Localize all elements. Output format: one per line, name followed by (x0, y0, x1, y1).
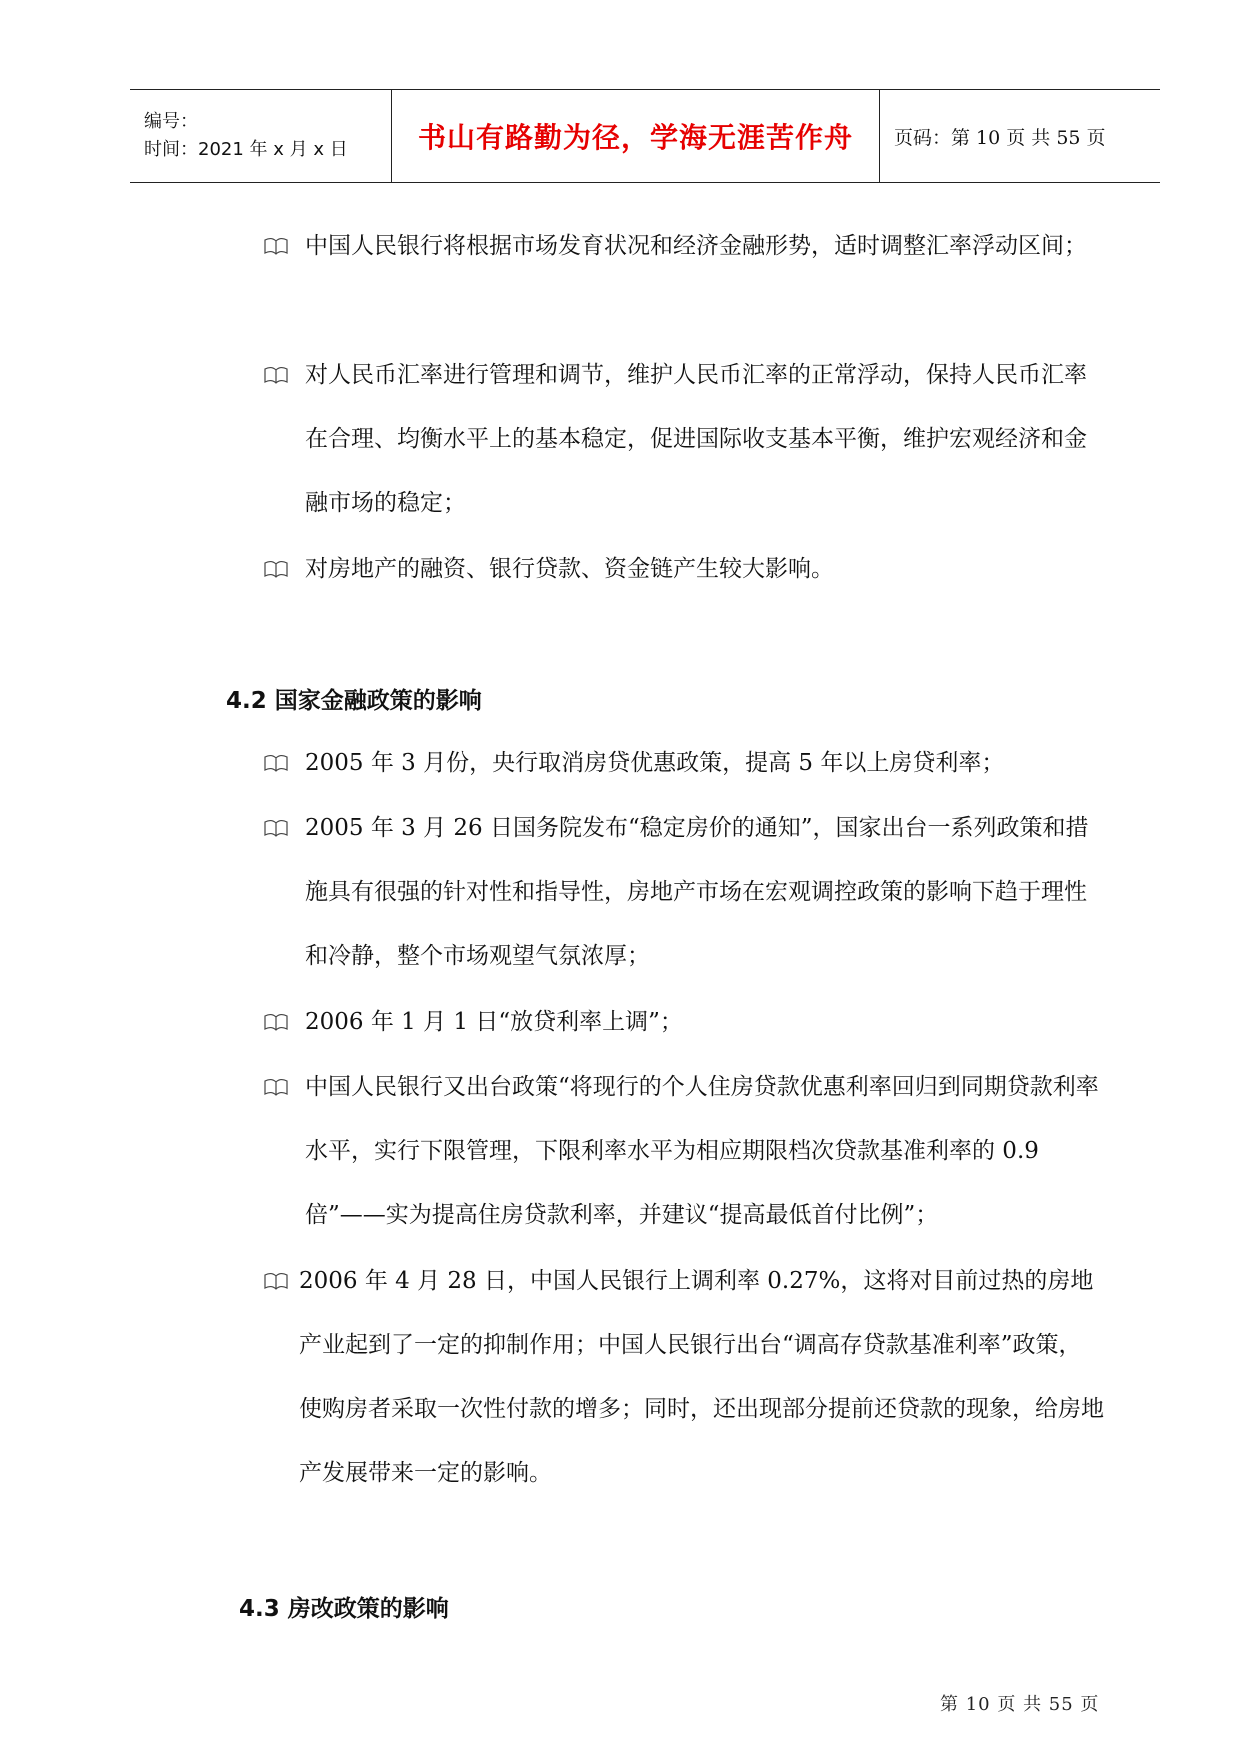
open-book-icon (264, 1055, 290, 1119)
list-item-text: 对人民币汇率进行管理和调节，维护人民币汇率的正常浮动，保持人民币汇率在合理、均衡水平上的基本稳定，促进国际收支基本平衡，维护宏观经济和金融市场的稳定； (305, 362, 1087, 516)
list-item-text: 2006 年 1 月 1 日“放贷利率上调”； (305, 1009, 683, 1035)
list-item (264, 537, 1104, 601)
open-book-icon (264, 214, 290, 278)
list-item-text: 中国人民银行将根据市场发育状况和经济金融形势，适时调整汇率浮动区间； (305, 233, 1087, 259)
list-item (264, 1249, 1104, 1505)
header-page-cell (880, 90, 1160, 182)
list-item-text: 2006 年 4 月 28 日，中国人民银行上调利率 0.27%，这将对目前过热的房地产业起到了一定的抑制作用；中国人民银行出台“调高存贷款基准利率”政策，使购房者采取一次性付款的增多；同时，还出现部分提前还贷款的现象，给房地产发展带来一定的影响。 (299, 1268, 1104, 1486)
list-item (264, 343, 1104, 535)
open-book-icon (264, 731, 290, 795)
open-book-icon (264, 990, 290, 1054)
open-book-icon (264, 537, 290, 601)
list-item (264, 1055, 1104, 1247)
header-meta-cell (130, 90, 392, 182)
header-motto-cell (392, 90, 880, 182)
list-item (264, 214, 1104, 278)
list-item (264, 990, 1104, 1054)
section-heading-4-3: 4.3 房改政策的影响 (239, 1596, 449, 1622)
list-item (264, 731, 1104, 795)
section-heading-4-2: 4.2 国家金融政策的影响 (226, 688, 482, 714)
open-book-icon (264, 1249, 290, 1313)
document-number-label: 编号： (144, 111, 198, 132)
list-item-text: 2005 年 3 月 26 日国务院发布“稳定房价的通知”，国家出台一系列政策和措施具有很强的针对性和指导性，房地产市场在宏观调控政策的影响下趋于理性和冷静，整个市场观望气氛浓厚； (305, 815, 1089, 969)
header-motto: 书山有路勤为径，学海无涯苦作舟 (417, 121, 853, 154)
list-item (264, 796, 1104, 988)
page-footer: 第 10 页 共 55 页 (940, 1694, 1100, 1715)
list-item-text: 对房地产的融资、银行贷款、资金链产生较大影响。 (305, 556, 834, 582)
open-book-icon (264, 796, 290, 860)
list-item-text: 2005 年 3 月份，央行取消房贷优惠政策，提高 5 年以上房贷利率； (305, 750, 1005, 776)
document-header (130, 89, 1160, 183)
open-book-icon (264, 343, 290, 407)
list-item-text: 中国人民银行又出台政策“将现行的个人住房贷款优惠利率回归到同期贷款利率水平，实行下限管理，下限利率水平为相应期限档次贷款基准利率的 0.9 倍”——实为提高住房贷款利率，并建议“提高最低首付比例”； (305, 1074, 1099, 1228)
document-time-label: 时间：2021 年 x 月 x 日 (144, 139, 348, 160)
header-page-info: 页码：第 10 页 共 55 页 (894, 126, 1106, 149)
